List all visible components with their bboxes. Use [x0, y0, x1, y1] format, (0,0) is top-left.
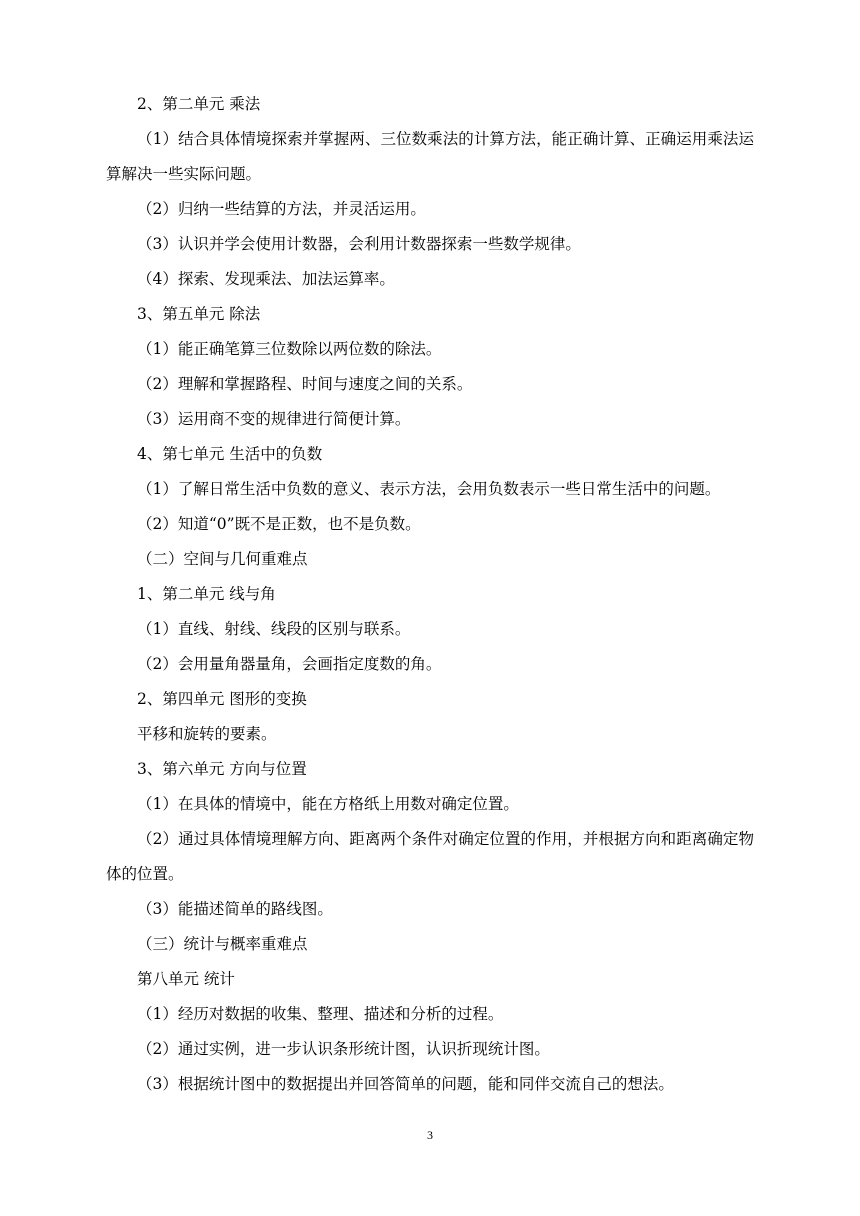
section-heading: 3、第六单元 方向与位置: [137, 760, 307, 778]
subsection-heading: （三）统计与概率重难点: [137, 935, 308, 953]
paragraph: （4）探索、发现乘法、加法运算率。: [137, 270, 395, 288]
paragraph: （3）运用商不变的规律进行简便计算。: [137, 410, 411, 428]
paragraph: （1）在具体的情境中，能在方格纸上用数对确定位置。: [137, 795, 519, 813]
paragraph: （3）认识并学会使用计数器，会利用计数器探索一些数学规律。: [137, 235, 581, 253]
paragraph: （1）能正确笔算三位数除以两位数的除法。: [137, 340, 442, 358]
paragraph: （2）知道“0”既不是正数，也不是负数。: [137, 515, 421, 533]
paragraph: 平移和旋转的要素。: [137, 725, 277, 743]
paragraph: （2）通过实例，进一步认识条形统计图，认识折现统计图。: [137, 1040, 550, 1058]
section-heading: 4、第七单元 生活中的负数: [137, 445, 323, 463]
page-number: 3: [427, 1128, 433, 1142]
paragraph: （1）直线、射线、线段的区别与联系。: [137, 620, 411, 638]
section-heading: 3、第五单元 除法: [137, 305, 261, 323]
paragraph: （1）了解日常生活中负数的意义、表示方法，会用负数表示一些日常生活中的问题。: [137, 480, 721, 498]
paragraph: （1）经历对数据的收集、整理、描述和分析的过程。: [137, 1005, 504, 1023]
subsection-heading: （二）空间与几何重难点: [137, 550, 308, 568]
section-heading: 1、第二单元 线与角: [137, 585, 276, 603]
paragraph: （1）结合具体情境探索并掌握两、三位数乘法的计算方法，能正确计算、正确运用乘法运算解决一些实际问题。: [106, 130, 754, 183]
paragraph: （3）能描述简单的路线图。: [137, 900, 333, 918]
paragraph: （2）归纳一些结算的方法，并灵活运用。: [137, 200, 426, 218]
paragraph: （2）会用量角器量角，会画指定度数的角。: [137, 655, 442, 673]
paragraph: （2）理解和掌握路程、时间与速度之间的关系。: [137, 375, 473, 393]
section-heading: 2、第二单元 乘法: [137, 95, 261, 113]
section-heading: 2、第四单元 图形的变换: [137, 690, 307, 708]
section-heading: 第八单元 统计: [137, 970, 235, 988]
document-body: [106, 87, 754, 1102]
paragraph: （3）根据统计图中的数据提出并回答简单的问题，能和同伴交流自己的想法。: [137, 1075, 674, 1093]
paragraph: （2）通过具体情境理解方向、距离两个条件对确定位置的作用，并根据方向和距离确定物体的位置。: [106, 830, 754, 883]
